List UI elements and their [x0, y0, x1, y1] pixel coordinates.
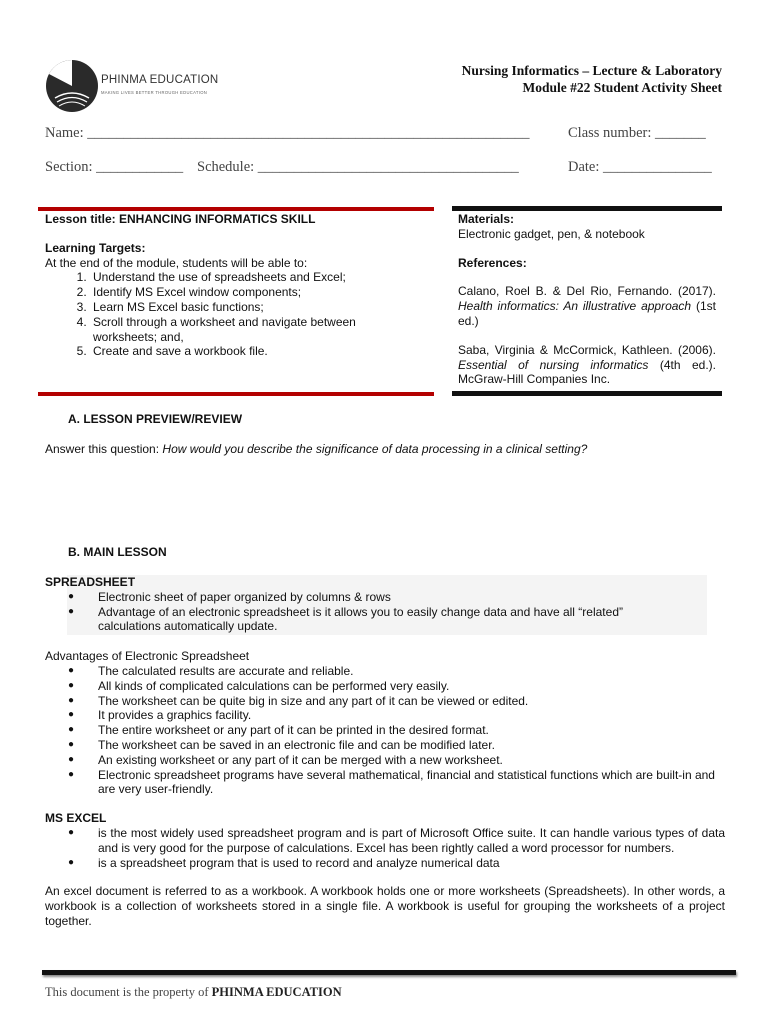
lesson-title: Lesson title: ENHANCING INFORMATICS SKILL [45, 212, 316, 226]
section-a-question [45, 442, 725, 457]
advantage-item: ● The worksheet can be quite big in size and any part of it can be viewed or edited. [90, 694, 725, 709]
advantage-item: ● The entire worksheet or any part of it can be printed in the desired format. [90, 723, 725, 738]
materials-box-bottom-border [452, 391, 722, 396]
advantage-item: ● The worksheet can be saved in an electronic file and can be modified later. [90, 738, 725, 753]
lesson-box-bottom-border [38, 392, 434, 396]
section-a-title: A. LESSON PREVIEW/REVIEW [68, 412, 243, 426]
reference-2 [458, 343, 716, 387]
advantage-item: ● All kinds of complicated calculations can be performed very easily. [90, 679, 725, 694]
workbook-paragraph: An excel document is referred to as a workbook. A workbook holds one or more worksheets (Spreadsheets). In other words, a workbook is a collection of worksheets stored in a single file. A workbook is useful for grouping the worksheets of a project together. [45, 884, 725, 928]
reference-1-authors: Calano, Roel B. & Del Rio, Fernando. (2017). [458, 284, 716, 299]
reference-1 [458, 284, 716, 328]
learning-targets-list [45, 270, 430, 359]
materials-box [458, 212, 716, 387]
question-prompt: Answer this question: [45, 442, 160, 456]
msexcel-heading: MS EXCEL [45, 811, 107, 826]
advantages-heading: Advantages of Electronic Spreadsheet [45, 649, 250, 664]
spreadsheet-point: ● Electronic sheet of paper organized by columns & rows [90, 590, 707, 605]
reference-2-authors: Saba, Virginia & McCormick, Kathleen. (2006). [458, 342, 716, 357]
spreadsheet-heading: SPREADSHEET [45, 575, 136, 589]
learning-target-item: 4. Scroll through a worksheet and navigate between worksheets; and, [90, 315, 430, 345]
learning-target-item: 3. Learn MS Excel basic functions; [90, 300, 430, 315]
phinma-emblem-icon [45, 58, 99, 114]
advantages-list [45, 664, 725, 797]
lesson-box-top-border [38, 207, 434, 211]
reference-2-publisher: (4th ed.). McGraw-Hill Companies Inc. [458, 357, 716, 387]
reference-1-title: Health informatics: An illustrative approach [458, 299, 692, 314]
name-field: Name: _____________________________________________________________ [45, 125, 530, 141]
main-lesson-content [45, 575, 725, 929]
advantage-item: ● It provides a graphics facility. [90, 708, 725, 723]
references-heading: References: [458, 255, 527, 270]
learning-target-item: 5. Create and save a workbook file. [90, 344, 430, 359]
learning-targets-intro: At the end of the module, students will be able to: [45, 255, 308, 270]
section-b-title: B. MAIN LESSON [68, 545, 167, 559]
footer [45, 985, 342, 1000]
class-number-field: Class number: _______ [568, 125, 706, 141]
reference-1-edition: (1st ed.) [458, 299, 716, 328]
course-title: Nursing Informatics – Lecture & Laboratory [461, 63, 722, 78]
logo-tagline: MAKING LIVES BETTER THROUGH EDUCATION [101, 90, 208, 95]
learning-target-item: 2. Identify MS Excel window components; [90, 285, 430, 300]
section-field: Section: ____________ [45, 159, 184, 175]
date-field: Date: _______________ [568, 159, 712, 175]
spreadsheet-shaded-block [67, 575, 707, 635]
schedule-field: Schedule: ____________________________________ [197, 159, 519, 175]
learning-target-item: 1. Understand the use of spreadsheets and Excel; [90, 270, 430, 285]
footer-divider [42, 970, 736, 975]
reference-2-title: Essential of nursing informatics [458, 357, 649, 372]
materials-text: Electronic gadget, pen, & notebook [458, 226, 645, 241]
msexcel-point: ● is a spreadsheet program that is used to record and analyze numerical data [90, 856, 725, 871]
question-text: How would you describe the significance of data processing in a clinical setting? [162, 442, 588, 456]
footer-owner: PHINMA EDUCATION [211, 985, 342, 999]
logo-name: PHINMA EDUCATION [101, 74, 219, 86]
phinma-logo [45, 58, 225, 114]
advantage-item: ● An existing worksheet or any part of it can be merged with a new worksheet. [90, 753, 725, 768]
advantage-item: ● The calculated results are accurate and reliable. [90, 664, 725, 679]
materials-box-top-border [452, 206, 722, 211]
spreadsheet-point: ● Advantage of an electronic spreadsheet is it allows you to easily change data and have all “related” calculations automatically update. [90, 605, 707, 635]
msexcel-list [45, 826, 725, 870]
spreadsheet-list [67, 590, 707, 634]
lesson-box [45, 212, 430, 359]
advantage-item: ● Electronic spreadsheet programs have several mathematical, financial and statistical functions which are built-in and are very user-friendly. [90, 768, 725, 798]
materials-heading: Materials: [458, 212, 515, 226]
learning-targets-heading: Learning Targets: [45, 240, 146, 255]
msexcel-point: ● is the most widely used spreadsheet program and is part of Microsoft Office suite. It can handle various types of data and is very good for the purpose of calculations. Excel has been rightly called a word processor for numbers. [90, 826, 725, 856]
footer-prefix: This document is the property of [45, 985, 209, 999]
module-title: Module #22 Student Activity Sheet [522, 80, 722, 95]
document-header [462, 62, 722, 96]
